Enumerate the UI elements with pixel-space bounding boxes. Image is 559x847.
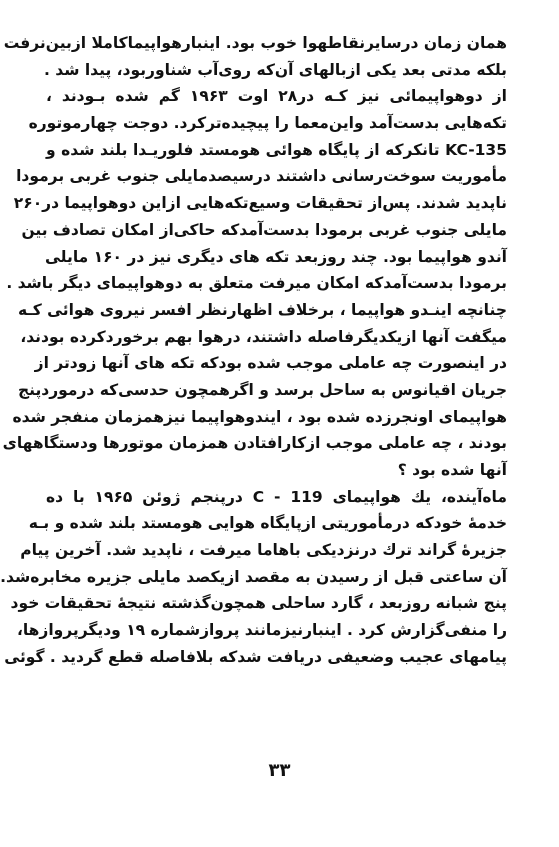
text-line: در اینصورت چه عاملی موجب شده بودکه تکه های آنها زودتر از <box>34 354 507 373</box>
body-text <box>0 30 507 671</box>
text-line: پیامهای عجیب وضعیفی دریافت شدکه بلافاصله قطع گردید . گوئی <box>4 647 507 666</box>
text-line: تکه‌هایی بدست‌آمد واین‌معما را پیچیده‌ترکرد. دوجت چهارموتوره <box>28 114 507 133</box>
text-line: پنج شبانه روزبعد ، گارد ساحلی همچون‌گذشته نتیجهٔ تحقیقات خود <box>10 594 507 613</box>
text-line: خدمهٔ خودکه درمأموریتی ازپایگاه هوایی هومستد بلند شده و بـه <box>28 514 507 533</box>
text-line: مایلی جنوب غربی برمودا بدست‌آمدکه حاکی‌از امکان تصادف بین <box>21 220 507 239</box>
text-line: بودند ، چه عاملی موجب ازکارافتادن همزمان موتورها ودستگاههای <box>2 434 507 453</box>
text-line: از دوهواپیمائی نیز کـه در۲۸ اوت ۱۹۶۳ گم شده بـودند ، <box>46 87 507 106</box>
text-line: مأموریت سوخت‌رسانی داشتند درسیصدمایلی جنوب غربی برمودا <box>16 167 507 186</box>
text-line: همان زمان درسایرنقاطهوا خوب بود. اینبارهواپیماکاملا ازبین‌نرفت <box>3 34 507 52</box>
text-line: آندو هواپیما بود. چند روزبعد تکه های دیگری نیز در ۱۶۰ مایلی <box>44 247 507 266</box>
text-line: برمودا بدست‌آمدکه امکان میرفت متعلق به دوهواپیمای دیگر باشد . <box>6 274 507 293</box>
text-line: ناپدید شدند. پس‌از تحقیقات وسیع‌تکه‌هایی ازاین دوهواپیما در۲۶۰ <box>13 194 507 213</box>
text-line: بلکه مدتی بعد یکی ازبالهای آن‌که روی‌آب شناوربود، پیدا شد . <box>43 60 507 79</box>
text-line: میگفت آنها ازیکدیگرفاصله داشتند، درهوا بهم برخوردکرده بودند، <box>20 327 507 346</box>
text-line: هواپیمای اونجرزده شده بود ، ایندوهواپیما نیزهمزمان منفجر شده <box>12 407 507 426</box>
text-line: جزیرهٔ گراند ترك درنزدیکی باهاما میرفت ، ناپدید شد. آخرین پیام <box>20 541 507 560</box>
text-line: چنانچه اینـدو هواپیما ، برخلاف اظهارنظر افسر نیروی هوائی کـه <box>18 300 507 319</box>
text-line: را منفی‌گزارش کرد . اینبارنیزمانند پروازشماره ۱۹ ودیگرپروازها، <box>16 621 507 640</box>
text-line: جریان اقیانوس به ساحل برسد و اگرهمچون حدسی‌که درمورد‌پنج <box>17 380 507 399</box>
text-line: آنها شده بود ؟ <box>397 461 507 479</box>
text-line: ماه‌آینده، یك هواپیمای C - 119 درپنجم ژوئن ۱۹۶۵ با ده <box>46 487 507 506</box>
page-number: ۳۳ <box>268 760 291 781</box>
text-line: آن ساعتی قبل از رسیدن به مقصد ازیکصد مایلی جزیره مخابره‌شد. <box>0 567 507 586</box>
text-line: KC-135 تانکرکه از پایگاه هوائی هومستد فلوریـدا بلند شده و <box>46 140 507 159</box>
